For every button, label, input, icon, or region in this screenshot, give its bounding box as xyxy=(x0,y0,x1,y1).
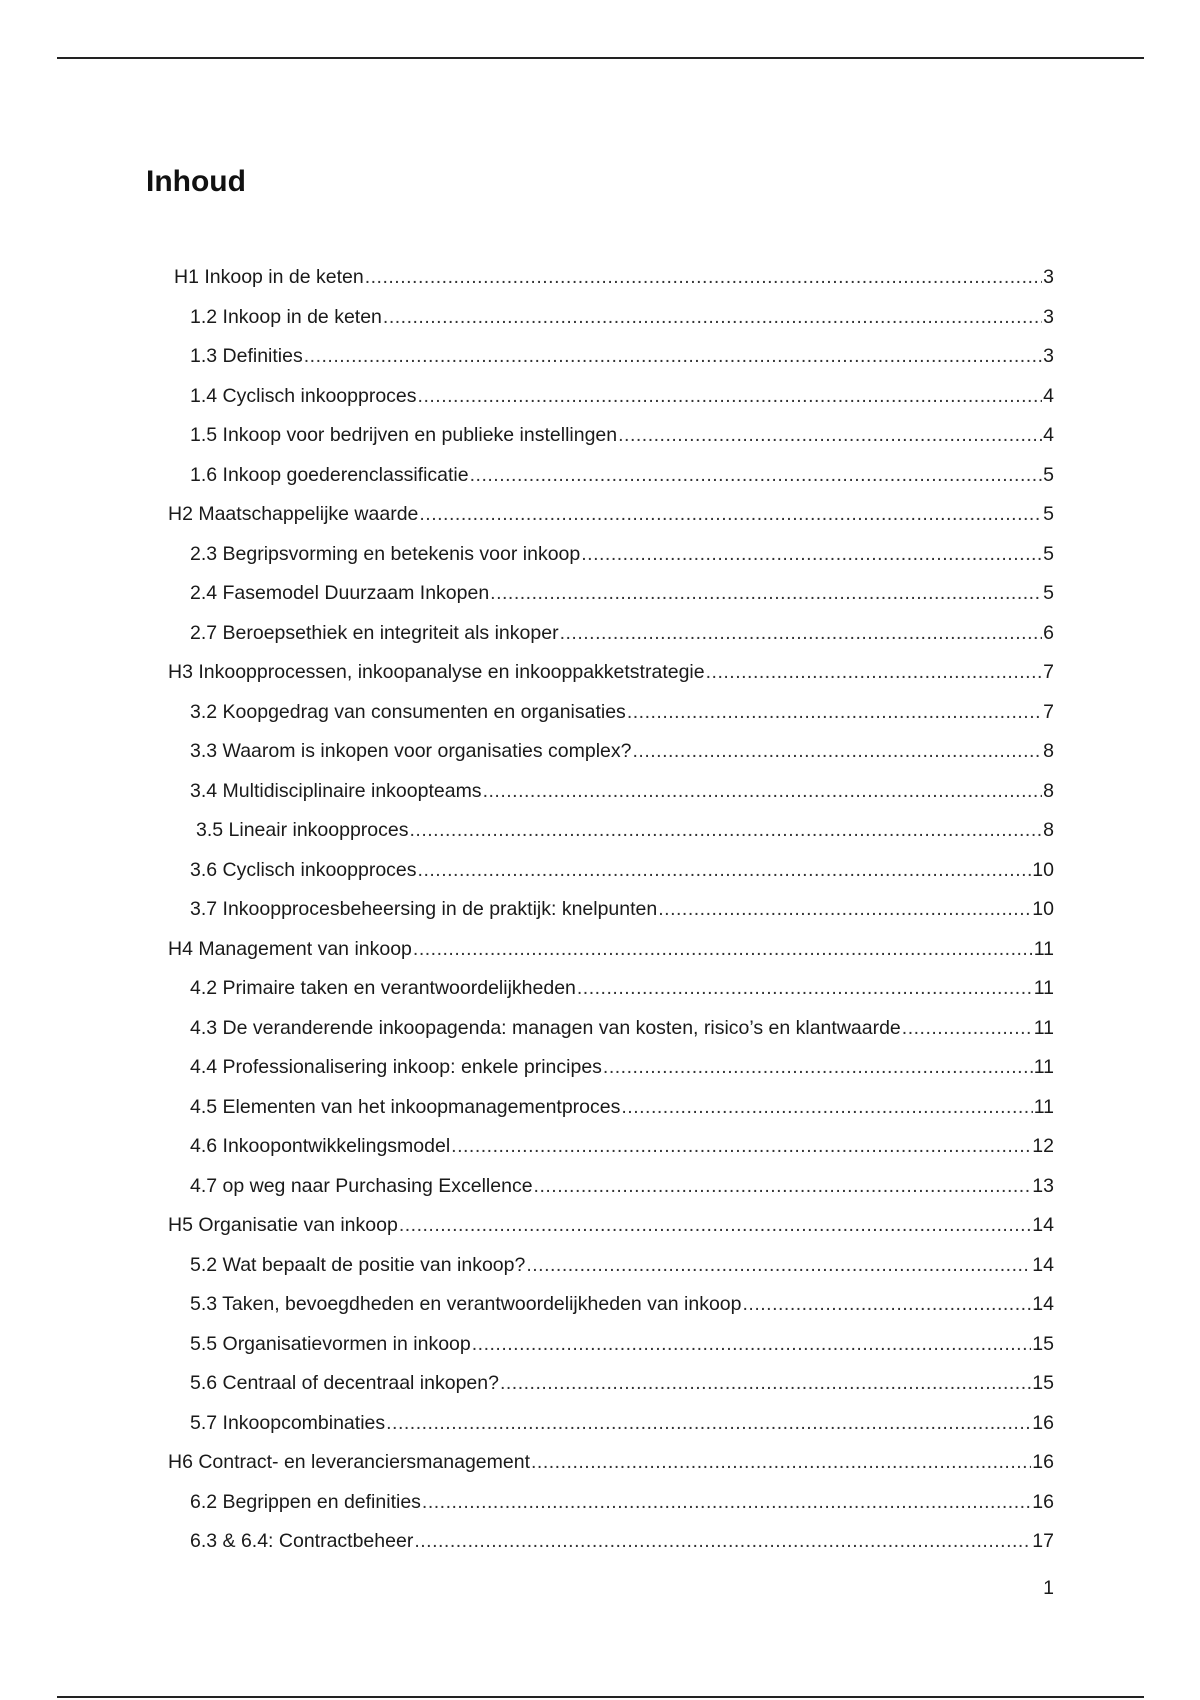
toc-entry[interactable] xyxy=(0,345,1200,385)
toc-dot-leader xyxy=(581,543,1042,566)
toc-entry[interactable] xyxy=(0,740,1200,780)
toc-dot-leader xyxy=(534,1175,1032,1198)
toc-entry-label: 5.5 Organisatievormen in inkoop xyxy=(190,1332,471,1355)
toc-entry-page: 14 xyxy=(1032,1214,1054,1236)
toc-entry[interactable] xyxy=(0,464,1200,504)
toc-entry[interactable] xyxy=(0,385,1200,425)
toc-dot-leader xyxy=(627,701,1042,724)
toc-dot-leader xyxy=(621,1096,1032,1119)
toc-entry-page: 4 xyxy=(1043,424,1054,446)
toc-dot-leader xyxy=(419,503,1042,526)
toc-entry-label: 6.3 & 6.4: Contractbeheer xyxy=(190,1530,414,1552)
toc-dot-leader xyxy=(531,1451,1031,1474)
toc-entry[interactable] xyxy=(0,503,1200,543)
toc-entry-label: 1.3 Definities xyxy=(190,345,303,367)
toc-entry[interactable] xyxy=(0,1372,1200,1412)
toc-entry-page: 5 xyxy=(1043,503,1054,525)
toc-entry-label: 2.3 Begripsvorming en betekenis voor inkoop xyxy=(190,542,581,565)
toc-dot-leader xyxy=(633,740,1043,763)
toc-dot-leader xyxy=(399,1214,1031,1237)
toc-entry[interactable] xyxy=(0,266,1200,306)
toc-dot-leader xyxy=(304,345,1042,368)
toc-dot-leader xyxy=(902,1017,1033,1040)
toc-entry[interactable] xyxy=(0,543,1200,583)
toc-entry[interactable] xyxy=(0,1293,1200,1333)
toc-entry-label: 3.4 Multidisciplinaire inkoopteams xyxy=(190,779,482,802)
toc-entry-label: 1.6 Inkoop goederenclassificatie xyxy=(190,463,469,486)
toc-entry-label: 1.5 Inkoop voor bedrijven en publieke instellingen xyxy=(190,424,618,446)
toc-entry-page: 5 xyxy=(1043,463,1054,486)
toc-entry-label: 1.2 Inkoop in de keten xyxy=(190,305,382,328)
toc-entry-label: H1 Inkoop in de keten xyxy=(174,266,364,288)
toc-entry[interactable] xyxy=(0,1451,1200,1491)
footer-rule xyxy=(57,1696,1144,1698)
toc-entry-page: 6 xyxy=(1043,621,1054,644)
toc-entry[interactable] xyxy=(0,1135,1200,1175)
toc-dot-leader xyxy=(742,1293,1031,1316)
toc-entry[interactable] xyxy=(0,898,1200,938)
table-of-contents xyxy=(0,266,1200,1570)
toc-entry[interactable] xyxy=(0,1096,1200,1136)
toc-entry-page: 15 xyxy=(1032,1332,1054,1355)
toc-entry[interactable] xyxy=(0,1333,1200,1373)
toc-dot-leader xyxy=(386,1412,1031,1435)
toc-dot-leader xyxy=(451,1135,1031,1158)
toc-entry[interactable] xyxy=(0,780,1200,820)
toc-entry[interactable] xyxy=(0,859,1200,899)
toc-entry[interactable] xyxy=(0,582,1200,622)
toc-dot-leader xyxy=(526,1254,1031,1277)
toc-dot-leader xyxy=(603,1056,1033,1079)
toc-dot-leader xyxy=(618,424,1042,447)
toc-entry[interactable] xyxy=(0,977,1200,1017)
toc-entry[interactable] xyxy=(0,1491,1200,1531)
toc-entry-page: 3 xyxy=(1043,345,1054,367)
toc-entry[interactable] xyxy=(0,938,1200,978)
toc-entry-label: 5.7 Inkoopcombinaties xyxy=(190,1411,386,1434)
toc-entry-page: 15 xyxy=(1032,1372,1054,1394)
toc-entry-label: 2.4 Fasemodel Duurzaam Inkopen xyxy=(190,582,490,604)
toc-dot-leader xyxy=(470,464,1043,487)
toc-entry-label: H6 Contract- en leveranciersmanagement xyxy=(168,1451,531,1473)
toc-entry-page: 16 xyxy=(1032,1490,1054,1513)
toc-entry-page: 11 xyxy=(1033,1095,1054,1118)
toc-entry[interactable] xyxy=(0,1530,1200,1570)
toc-entry-label: H4 Management van inkoop xyxy=(168,937,412,960)
toc-entry-page: 5 xyxy=(1043,542,1054,565)
toc-entry-label: 4.3 De veranderende inkoopagenda: managen van kosten, risico’s en klantwaarde xyxy=(190,1016,901,1039)
toc-entry[interactable] xyxy=(0,1056,1200,1096)
toc-entry-label: 3.7 Inkoopprocesbeheersing in de praktijk: knelpunten xyxy=(190,898,658,920)
toc-entry[interactable] xyxy=(0,701,1200,741)
toc-dot-leader xyxy=(383,306,1042,329)
toc-entry[interactable] xyxy=(0,306,1200,346)
toc-entry-page: 10 xyxy=(1032,858,1054,881)
toc-entry[interactable] xyxy=(0,1254,1200,1294)
toc-entry[interactable] xyxy=(0,661,1200,701)
toc-entry-label: 3.6 Cyclisch inkoopproces xyxy=(190,858,417,881)
toc-entry-page: 12 xyxy=(1032,1135,1054,1157)
toc-dot-leader xyxy=(422,1491,1031,1514)
toc-dot-leader xyxy=(472,1333,1032,1356)
header-rule xyxy=(57,57,1144,59)
toc-entry-label: H3 Inkoopprocessen, inkoopanalyse en inkooppakketstrategie xyxy=(168,661,705,683)
toc-dot-leader xyxy=(414,1530,1031,1553)
toc-dot-leader xyxy=(483,780,1043,803)
toc-entry-page: 7 xyxy=(1043,661,1054,683)
toc-entry-page: 10 xyxy=(1032,898,1054,920)
toc-entry-page: 7 xyxy=(1043,700,1054,723)
toc-entry-page: 17 xyxy=(1032,1530,1054,1552)
toc-entry-label: H5 Organisatie van inkoop xyxy=(168,1214,398,1236)
toc-entry-page: 3 xyxy=(1043,266,1054,288)
toc-dot-leader xyxy=(577,977,1033,1000)
toc-entry-label: 4.4 Professionalisering inkoop: enkele principes xyxy=(190,1056,602,1078)
toc-dot-leader xyxy=(560,622,1043,645)
toc-entry-page: 14 xyxy=(1032,1293,1054,1315)
toc-dot-leader xyxy=(418,385,1043,408)
toc-title: Inhoud xyxy=(146,165,246,198)
toc-entry-page: 13 xyxy=(1032,1174,1054,1197)
toc-dot-leader xyxy=(500,1372,1031,1395)
toc-entry-page: 11 xyxy=(1033,1056,1054,1078)
toc-entry-page: 8 xyxy=(1043,740,1054,762)
toc-entry-label: 4.6 Inkoopontwikkelingsmodel xyxy=(190,1135,451,1157)
toc-entry[interactable] xyxy=(0,424,1200,464)
toc-entry-page: 11 xyxy=(1033,1016,1054,1039)
toc-entry-label: 5.3 Taken, bevoegdheden en verantwoordelijkheden van inkoop xyxy=(190,1293,742,1315)
toc-dot-leader xyxy=(658,898,1031,921)
toc-entry-page: 16 xyxy=(1032,1411,1054,1434)
toc-entry-page: 11 xyxy=(1033,937,1054,960)
toc-dot-leader xyxy=(413,938,1033,961)
toc-entry-label: 1.4 Cyclisch inkoopproces xyxy=(190,384,417,407)
toc-entry-page: 11 xyxy=(1033,977,1054,999)
toc-entry[interactable] xyxy=(0,1017,1200,1057)
toc-entry-label: 5.6 Centraal of decentraal inkopen? xyxy=(190,1372,499,1394)
toc-dot-leader xyxy=(409,819,1042,842)
toc-entry-label: 4.2 Primaire taken en verantwoordelijkheden xyxy=(190,977,576,999)
toc-entry-label: 4.7 op weg naar Purchasing Excellence xyxy=(190,1174,533,1197)
toc-entry-label: 3.2 Koopgedrag van consumenten en organisaties xyxy=(190,700,626,723)
toc-dot-leader xyxy=(706,661,1043,684)
toc-entry-label: 2.7 Beroepsethiek en integriteit als inkoper xyxy=(190,621,559,644)
toc-dot-leader xyxy=(490,582,1042,605)
toc-entry-label: 3.3 Waarom is inkopen voor organisaties complex? xyxy=(190,740,632,762)
toc-entry-page: 14 xyxy=(1032,1253,1054,1276)
toc-dot-leader xyxy=(365,266,1042,289)
toc-entry-page: 3 xyxy=(1043,305,1054,328)
toc-entry-label: H2 Maatschappelijke waarde xyxy=(168,503,419,525)
toc-entry-label: 3.5 Lineair inkoopproces xyxy=(196,819,409,841)
toc-entry[interactable] xyxy=(0,1412,1200,1452)
toc-entry-page: 16 xyxy=(1032,1451,1054,1473)
toc-entry-label: 6.2 Begrippen en definities xyxy=(190,1490,421,1513)
toc-entry-page: 8 xyxy=(1043,819,1054,841)
toc-entry-page: 4 xyxy=(1043,384,1054,407)
toc-entry-page: 8 xyxy=(1043,779,1054,802)
toc-entry-page: 5 xyxy=(1043,582,1054,604)
toc-entry-label: 5.2 Wat bepaalt de positie van inkoop? xyxy=(190,1253,526,1276)
toc-entry-label: 4.5 Elementen van het inkoopmanagementproces xyxy=(190,1095,621,1118)
toc-dot-leader xyxy=(418,859,1032,882)
toc-entry[interactable] xyxy=(0,819,1200,859)
toc-entry[interactable] xyxy=(0,1175,1200,1215)
toc-entry[interactable] xyxy=(0,622,1200,662)
toc-entry[interactable] xyxy=(0,1214,1200,1254)
page-number: 1 xyxy=(1043,1577,1054,1599)
